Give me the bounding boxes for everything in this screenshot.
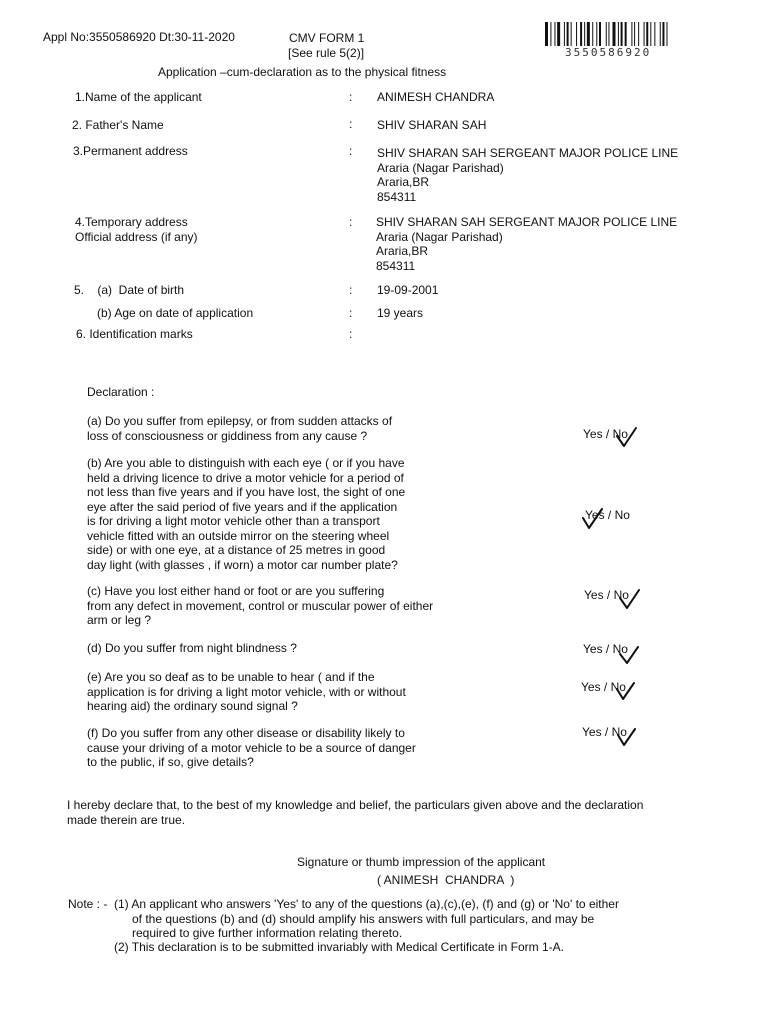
question-line: hearing aid) the ordinary sound signal ? <box>87 699 298 713</box>
form-title: CMV FORM 1 <box>289 31 365 45</box>
checkmark-icon <box>580 506 604 530</box>
field-label-name: 1.Name of the applicant <box>75 90 202 104</box>
question-line: held a driving licence to drive a motor vehicle for a period of <box>87 470 404 485</box>
age-value: 19 years <box>377 306 424 320</box>
declaration-question-e <box>87 670 406 714</box>
barcode-bar <box>618 22 619 46</box>
address-line: Araria (Nagar Parishad) <box>376 229 503 244</box>
note-item-2: (2) This declaration is to be submitted invariably with Medical Certificate in Form 1-A. <box>114 940 564 954</box>
checkmark-icon <box>614 679 638 703</box>
father-name-value: SHIV SHARAN SAH <box>377 118 487 132</box>
barcode-bar <box>631 22 632 46</box>
field-colon: : <box>349 306 353 320</box>
note-line: of the questions (b) and (d) should amplify his answers with full particulars, and may be <box>132 911 595 926</box>
barcode-bar <box>567 22 569 46</box>
address-line: SHIV SHARAN SAH SERGEANT MAJOR POLICE LINE <box>376 215 678 229</box>
checkmark-icon <box>615 725 639 749</box>
statement-line: I hereby declare that, to the best of my knowledge and belief, the particulars given above and the declaration <box>67 798 644 812</box>
barcode-bar <box>644 22 645 46</box>
question-line: (e) Are you so deaf as to be unable to hear ( and if the <box>87 670 375 684</box>
barcode-bar <box>662 22 664 46</box>
question-line: is for driving a light motor vehicle other than a transport <box>87 514 380 528</box>
declaration-question-b <box>87 456 405 572</box>
barcode-bar <box>571 22 572 46</box>
barcode-number: 3550586920 <box>565 46 652 59</box>
barcode-bar <box>596 22 597 46</box>
field-label-temporary-address <box>75 215 198 244</box>
field-label-identification-marks: 6. Identification marks <box>76 327 193 341</box>
address-line: Araria,BR <box>376 244 429 258</box>
field-colon: : <box>349 90 353 104</box>
declaration-statement <box>67 798 643 827</box>
declaration-question-d: (d) Do you suffer from night blindness ? <box>87 641 297 655</box>
barcode-bar <box>667 22 668 46</box>
field-colon: : <box>349 215 353 229</box>
address-line: 854311 <box>376 258 416 273</box>
statement-line: made therein are true. <box>67 812 186 827</box>
barcode-bar <box>638 22 639 46</box>
yes-no-answer-e: Yes / No <box>581 680 626 694</box>
barcode-bar <box>557 22 560 46</box>
declaration-heading: Declaration : <box>87 385 155 399</box>
barcode-bar <box>634 22 635 46</box>
question-line: eye after the said period of five years and if the application <box>87 499 398 514</box>
barcode-bar <box>564 22 565 46</box>
field-label-father-name: 2. Father's Name <box>72 118 164 132</box>
barcode-bar <box>599 22 601 46</box>
field-label-line: Official address (if any) <box>75 229 198 244</box>
declaration-question-c <box>87 584 433 628</box>
question-line: loss of consciousness or giddiness from any cause ? <box>87 428 368 443</box>
barcode-bar <box>660 22 661 46</box>
yes-no-answer-b: Yes / No <box>585 508 630 522</box>
barcode-bar <box>646 22 648 46</box>
yes-no-answer-a: Yes / No <box>583 427 628 441</box>
field-label-permanent-address: 3.Permanent address <box>73 144 188 158</box>
barcode-bar <box>625 22 627 46</box>
temporary-address-value <box>376 215 677 273</box>
question-line: (a) Do you suffer from epilepsy, or from sudden attacks of <box>87 414 393 428</box>
note-prefix: Note : - <box>68 897 108 911</box>
barcode-bar <box>587 22 590 46</box>
declaration-question-f <box>87 726 416 770</box>
question-line: (b) Are you able to distinguish with each eye ( or if you have <box>87 456 405 470</box>
field-colon: : <box>349 117 353 131</box>
address-line: SHIV SHARAN SAH SERGEANT MAJOR POLICE LINE <box>377 146 679 160</box>
question-line: arm or leg ? <box>87 613 152 627</box>
form-subtitle: Application –cum-declaration as to the physical fitness <box>158 65 447 79</box>
question-line: (f) Do you suffer from any other disease or disability likely to <box>87 726 405 740</box>
barcode-bar <box>580 22 582 46</box>
barcode-bar <box>621 22 623 46</box>
checkmark-icon <box>617 643 641 667</box>
barcode-bar <box>606 22 607 46</box>
field-label-date-of-birth: 5. (a) Date of birth <box>74 283 185 297</box>
yes-no-answer-d: Yes / No <box>583 642 628 656</box>
barcode-bar <box>650 22 651 46</box>
question-line: not less than five years and if you have lost, the sight of one <box>87 485 406 499</box>
field-colon: : <box>349 327 353 341</box>
field-label-age: (b) Age on date of application <box>97 306 254 320</box>
barcode-bar <box>545 22 548 46</box>
question-line: side) or with one eye, at a distance of 25 metres in good <box>87 543 386 557</box>
question-line: (c) Have you lost either hand or foot or are you suffering <box>87 584 385 598</box>
barcode-bar <box>592 22 593 46</box>
field-label-line: 4.Temporary address <box>75 215 188 229</box>
barcode-bar <box>613 22 616 46</box>
barcode-image <box>545 22 709 46</box>
address-line: 854311 <box>377 189 417 204</box>
barcode-bar <box>554 22 555 46</box>
question-line: to the public, if so, give details? <box>87 755 254 769</box>
permanent-address-value <box>377 146 678 204</box>
signature-applicant-name: ( ANIMESH CHANDRA ) <box>377 873 515 887</box>
signature-caption: Signature or thumb impression of the applicant <box>297 855 546 869</box>
field-colon: : <box>349 283 353 297</box>
address-line: Araria (Nagar Parishad) <box>377 160 504 175</box>
rule-reference: [See rule 5(2)] <box>288 46 365 60</box>
barcode-bar <box>550 22 551 46</box>
barcode-bar <box>576 22 577 46</box>
question-line: cause your driving of a motor vehicle to be a source of danger <box>87 740 416 755</box>
yes-no-answer-f: Yes / No <box>582 725 627 739</box>
checkmark-icon <box>617 587 641 611</box>
question-line: day light (with glasses , if worn) a motor car number plate? <box>87 557 398 572</box>
question-line: application is for driving a light motor vehicle, with or without <box>87 684 406 699</box>
field-colon: : <box>349 144 353 158</box>
checkmark-icon <box>614 425 638 449</box>
barcode-bar <box>584 22 585 46</box>
barcode-bar <box>654 22 655 46</box>
date-of-birth-value: 19-09-2001 <box>377 283 439 297</box>
note-line: required to give further information relating thereto. <box>132 926 403 940</box>
application-number-date: Appl No:3550586920 Dt:30-11-2020 <box>43 30 235 44</box>
applicant-name-value: ANIMESH CHANDRA <box>377 90 495 104</box>
address-line: Araria,BR <box>377 175 430 189</box>
note-item-1 <box>114 897 619 941</box>
barcode-bar <box>608 22 609 46</box>
question-line: from any defect in movement, control or muscular power of either <box>87 598 434 613</box>
declaration-question-a <box>87 414 392 443</box>
note-line: (1) An applicant who answers 'Yes' to any of the questions (a),(c),(e), (f) and (g) or 'No' to either <box>114 897 619 911</box>
question-line: vehicle fitted with an outside mirror on the steering wheel <box>87 528 390 543</box>
yes-no-answer-c: Yes / No <box>584 588 629 602</box>
